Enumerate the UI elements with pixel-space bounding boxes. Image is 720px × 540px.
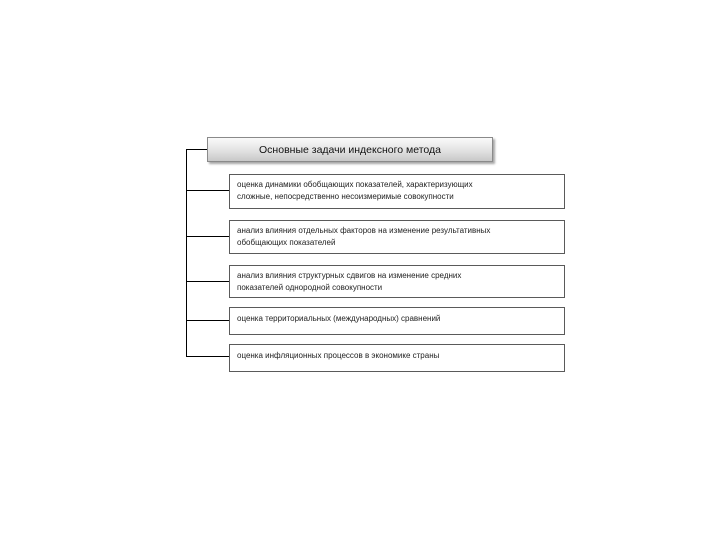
task-box-3: [229, 265, 565, 298]
connector-trunk: [186, 149, 187, 356]
task-1-line-2: сложные, непосредственно несоизмеримые совокупности: [237, 191, 454, 201]
task-4-line-1: оценка территориальных (международных) сравнений: [237, 314, 441, 323]
task-box-2: [229, 220, 565, 254]
task-5-line-1: оценка инфляционных процессов в экономике страны: [237, 351, 440, 360]
task-box-5: [229, 344, 565, 372]
task-3-line-2: показателей однородной совокупности: [237, 282, 383, 292]
task-box-4: [229, 307, 565, 335]
connector-title: [186, 149, 207, 150]
task-2-line-1: анализ влияния отдельных факторов на изменение результативных: [237, 226, 491, 235]
connector-item-1: [186, 190, 229, 191]
task-1-line-1: оценка динамики обобщающих показателей, характеризующих: [237, 180, 473, 189]
connector-item-5: [186, 356, 229, 357]
task-2-line-2: обобщающих показателей: [237, 237, 336, 247]
connector-item-3: [186, 281, 229, 282]
diagram-title-box: [207, 137, 493, 162]
connector-item-2: [186, 236, 229, 237]
connector-item-4: [186, 320, 229, 321]
task-3-line-1: анализ влияния структурных сдвигов на изменение средних: [237, 271, 462, 280]
diagram-title: Основные задачи индексного метода: [259, 143, 441, 156]
task-box-1: [229, 174, 565, 209]
